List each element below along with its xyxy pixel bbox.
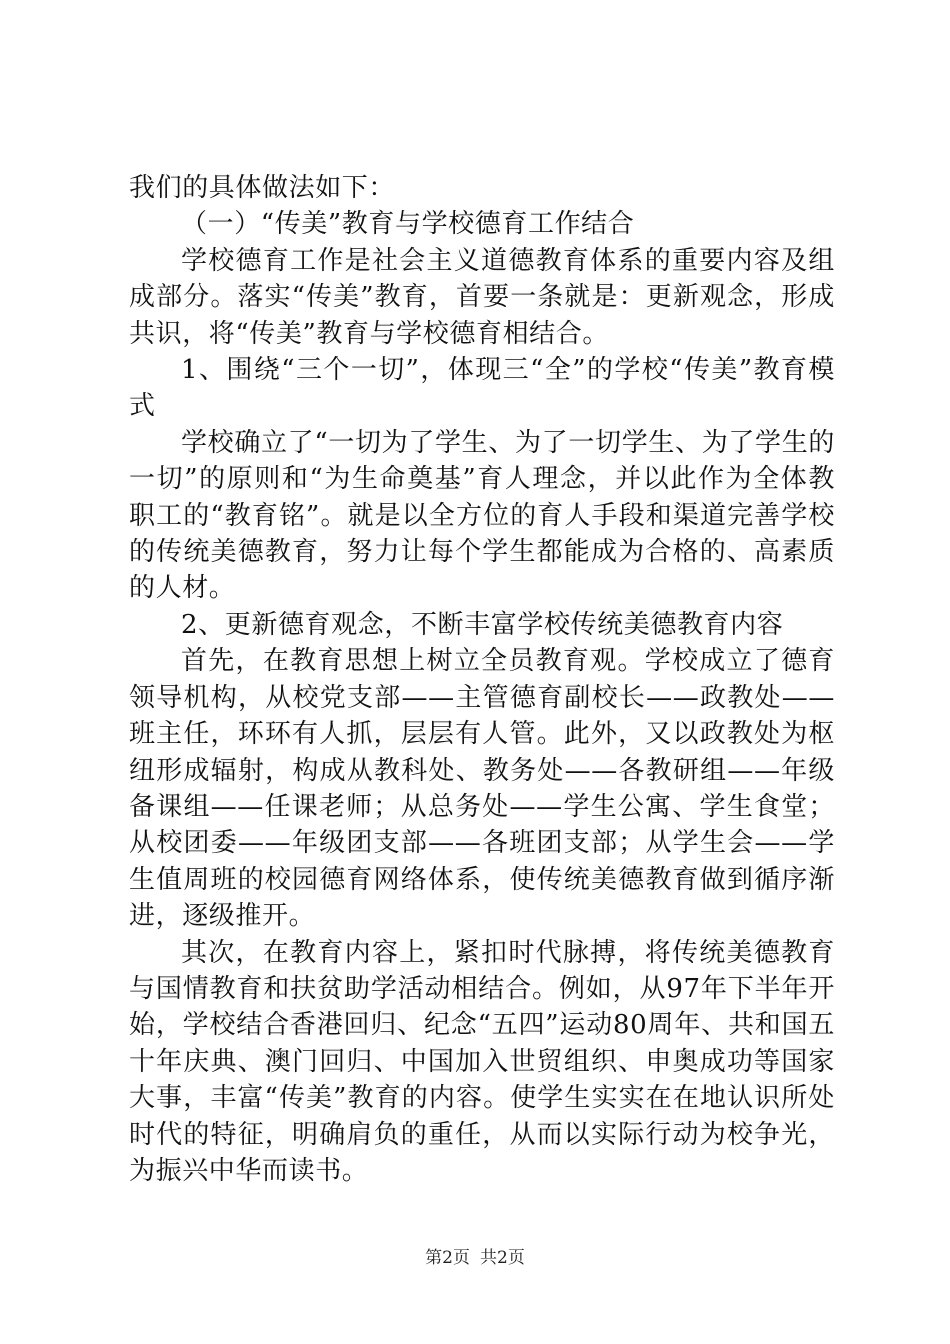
page-total: 共2页 bbox=[480, 1248, 525, 1268]
document-body bbox=[129, 170, 835, 1189]
page-number: 第2页 bbox=[425, 1248, 470, 1268]
subsection-heading: 2、更新德育观念，不断丰富学校传统美德教育内容 bbox=[181, 609, 784, 640]
paragraph: 首先，在教育思想上树立全员教育观。学校成立了德育领导机构，从校党支部——主管德育副校长——政教处——班主任，环环有人抓，层层有人管。此外，又以政教处为枢纽形成辐射，构成从教科处、教务处——各教研组——年级备课组——任课老师；从总务处——学生公寓、学生食堂；从校团委——年级团支部——各班团支部；从学生会——学生值周班的校园德育网络体系，使传统美德教育做到循序渐进，逐级推开。 bbox=[129, 646, 835, 932]
paragraph: 学校确立了“一切为了学生、为了一切学生、为了学生的一切”的原则和“为生命奠基”育人理念，并以此作为全体教职工的“教育铭”。就是以全方位的育人手段和渠道完善学校的传统美德教育，努力让每个学生都能成为合格的、高素质的人材。 bbox=[129, 427, 835, 604]
paragraph: 其次，在教育内容上，紧扣时代脉搏，将传统美德教育与国情教育和扶贫助学活动相结合。例如，从97年下半年开始，学校结合香港回归、纪念“五四”运动80周年、共和国五十年庆典、澳门回归、中国加入世贸组织、申奥成功等国家大事，丰富“传美”教育的内容。使学生实实在在地认识所处时代的特征，明确肩负的重任，从而以实际行动为校争光，为振兴中华而读书。 bbox=[129, 937, 835, 1186]
paragraph-intro: 我们的具体做法如下： bbox=[129, 173, 396, 203]
subsection-heading: 1、围绕“三个一切”，体现三“全”的学校“传美”教育模式 bbox=[129, 355, 835, 422]
section-heading: （一）“传美”教育与学校德育工作结合 bbox=[181, 209, 635, 240]
page-footer bbox=[0, 1246, 950, 1270]
paragraph: 学校德育工作是社会主义道德教育体系的重要内容及组成部分。落实“传美”教育，首要一条就是：更新观念，形成共识，将“传美”教育与学校德育相结合。 bbox=[129, 245, 835, 349]
